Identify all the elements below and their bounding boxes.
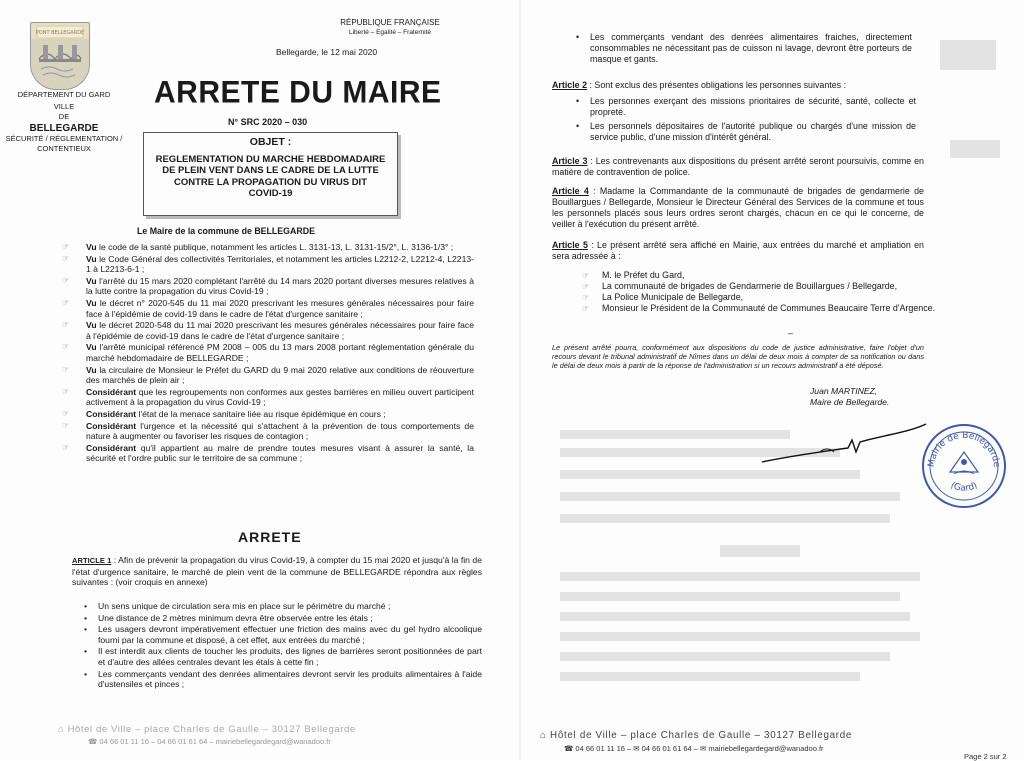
pointing-hand-icon: ☞	[582, 293, 590, 302]
visa-item	[62, 365, 474, 386]
article-text: : Les contrevenants aux dispositions du présent arrêté seront poursuivis, comme en matière de contravention de police.	[552, 156, 924, 177]
bleed-through-mark	[560, 632, 920, 641]
article-5	[552, 240, 924, 262]
article-4	[552, 186, 924, 230]
pointing-hand-icon: ☞	[62, 420, 70, 430]
bleed-through-mark	[560, 592, 900, 601]
recipient-item	[582, 281, 942, 292]
considerant-text: l'urgence et la nécessité qui s'attachent à la prévention de tous comportements de nature à augmenter ou favoriser les risques de contagion ;	[86, 420, 474, 442]
ville-label: VILLE	[53, 102, 75, 111]
de-label: DE	[58, 112, 70, 121]
bleed-through-mark	[560, 672, 860, 681]
considerant-item	[62, 409, 474, 420]
bleed-through-mark	[940, 40, 996, 70]
recipient-item	[582, 303, 942, 314]
pointing-hand-icon: ☞	[62, 386, 70, 396]
pointing-hand-icon: ☞	[582, 304, 590, 313]
rule-item: • Un sens unique de circulation sera mis en place sur le périmètre du marché ;	[84, 601, 482, 612]
article-text: : Afin de prévenir la propagation du virus Covid-19, à compter du 15 mai 2020 et jusqu'à la fin de l'état d'urgence sanitaire, le marché de plein vent de la commune de BELLEGARDE répondra aux règles suivantes : (voir croquis en annexe)	[72, 555, 482, 588]
objet-line: CONTRE LA PROPAGATION DU VIRUS DIT	[174, 176, 367, 188]
bleed-through-mark	[720, 545, 800, 557]
decree-title: ARRETE DU MAIRE	[154, 74, 442, 110]
considerant-text: que les regroupements non conformes aux gestes barrières en milieu ouvert participent activement à la propagation du virus Covid-19 ;	[86, 386, 474, 408]
exemption-item: • Les personnels dépositaires de l'autorité publique ou chargés d'une mission de service public, d'une mission d'intérêt général.	[576, 121, 916, 143]
bleed-through-mark	[560, 514, 890, 523]
article-text: : Sont exclus des présentes obligations les personnes suivantes :	[587, 80, 847, 90]
handwritten-signature	[760, 418, 930, 478]
commune-name: BELLEGARDE	[29, 123, 99, 134]
pointing-hand-icon: ☞	[62, 275, 70, 285]
building-icon: ⌂	[58, 724, 68, 735]
considerant-item	[62, 387, 474, 408]
service-line-2: CONTENTIEUX	[37, 144, 91, 153]
considerant-text: l'état de la menace sanitaire liée au risque épidémique en cours ;	[136, 408, 386, 419]
pointing-hand-icon: ☞	[62, 253, 70, 263]
pointing-hand-icon: ☞	[62, 408, 70, 418]
article-label: ARTICLE 1	[72, 556, 112, 565]
page-number: Page 2 sur 2	[964, 752, 1007, 761]
visa-lead: Vu	[86, 275, 97, 286]
pointing-hand-icon: ☞	[62, 442, 70, 452]
exemption-item: • Les personnes exerçant des missions prioritaires de sécurité, santé, collecte et propreté.	[576, 96, 916, 118]
bleed-through-mark	[560, 612, 910, 621]
objet-box	[143, 132, 398, 216]
visa-lead: Vu	[86, 342, 97, 353]
seal-text-bottom: (Gard)	[948, 480, 980, 494]
building-icon: ⌂	[540, 730, 551, 741]
footer-address-text: Hôtel de Ville – place Charles de Gaulle – 30127 Bellegarde	[550, 730, 853, 741]
signer-name: Juan MARTINEZ,	[810, 386, 878, 396]
rule-item: • Une distance de 2 mètres minimum devra être observée entre les étals ;	[84, 613, 482, 624]
footer-address	[540, 730, 852, 741]
considerant-item	[62, 443, 474, 464]
pointing-hand-icon: ☞	[62, 342, 70, 352]
considerant-lead: Considérant	[86, 442, 137, 453]
service-line-1: SÉCURITÉ / RÉGLEMENTATION /	[5, 134, 123, 143]
decree-reference: N° SRC 2020 – 030	[228, 117, 308, 127]
footer-contact: ☎ 04 66 01 11 16 – 04 66 01 61 64 – mairiebellegardegard@wanadoo.fr	[88, 737, 331, 746]
visa-lead: Vu	[86, 253, 97, 264]
pointing-hand-icon: ☞	[62, 364, 70, 374]
visa-item	[62, 276, 474, 297]
recipient-text: Monsieur le Président de la Communauté de Communes Beaucaire Terre d'Argence.	[602, 303, 936, 313]
visa-item	[62, 342, 474, 363]
republique-header	[290, 18, 490, 37]
crest-text: PONT BELLEGARDE	[35, 30, 85, 36]
footer-address	[58, 724, 356, 735]
article-text: : Le présent arrêté sera affiché en Mairie, aux entrées du marché et ampliation en sera adressée à :	[552, 240, 924, 261]
bleed-through-mark	[560, 572, 920, 581]
visa-text: l'arrêté du 15 mars 2020 complétant l'arrêté du 14 mars 2020 portant diverses mesures relatives à la lutte contre la propagation du virus Covid-19 ;	[86, 275, 474, 297]
article-1	[72, 555, 482, 588]
visa-item	[62, 320, 474, 341]
rule-item: • Les commerçants vendant des denrées alimentaires fraiches, directement consommables ne nécessitant pas de cuisson ni lavage, devront être porteurs de masque et gants.	[576, 32, 912, 65]
recipient-item	[582, 292, 942, 303]
pointing-hand-icon: ☞	[62, 242, 70, 251]
footer-contact: ☎ 04 66 01 11 16 – ✉ 04 66 01 61 64 – ✉ mairiebellegardegard@wanadoo.fr	[564, 744, 824, 753]
pointing-hand-icon: ☞	[582, 271, 590, 280]
article-1-continued	[576, 32, 912, 68]
visas-list	[62, 242, 474, 465]
visa-text: le décret n° 2020-545 du 11 mai 2020 prescrivant les mesures générales nécessaires pour faire face à l'épidémie de covid-19 dans le cadre de l'état d'urgence sanitaire ;	[86, 297, 474, 319]
separator-dash: –	[788, 328, 794, 338]
objet-line: COVID-19	[248, 188, 293, 199]
article-label: Article 3	[552, 156, 588, 166]
visa-text: l'arrêté municipal référencé PM 2008 – 005 du 13 mars 2008 portant réglementation générale du marché hebdomadaire de BELLEGARDE ;	[86, 342, 474, 363]
visa-item	[62, 298, 474, 319]
visa-text: le code de la santé publique, notamment les articles L. 3131-13, L. 3131-15/2°, L. 3136-1/3° ;	[96, 242, 454, 252]
article-label: Article 4	[552, 186, 589, 196]
article-2	[552, 80, 924, 91]
visa-lead: Vu	[86, 297, 97, 308]
appeal-notice: Le présent arrêté pourra, conformément aux dispositions du code de justice administrative, faire l'objet d'un recours devant le tribunal administratif de Nîmes dans un délai de deux mois à compter de sa notification ou dans le délai de deux mois à partir de la réponse de l'administration si un recours administratif a été déposé.	[552, 343, 924, 371]
decree-date: Bellegarde, le 12 mai 2020	[276, 47, 378, 57]
municipal-crest-icon	[30, 22, 90, 90]
recipient-list	[582, 270, 942, 314]
rule-item: • Il est interdit aux clients de toucher les produits, des lignes de barrières seront positionnées de part et d'autre des allées centrales devant les étals à cette fin ;	[84, 646, 482, 667]
bleed-through-mark	[560, 430, 790, 439]
recipient-text: La Police Municipale de Bellegarde,	[602, 292, 744, 302]
visa-item	[62, 254, 474, 275]
visa-text: la circulaire de Monsieur le Préfet du GARD du 9 mai 2020 relative aux conditions de réouverture des marchés de plein air ;	[86, 364, 474, 386]
considerant-item	[62, 421, 474, 442]
recipient-item	[582, 270, 942, 281]
recipient-text: M. le Préfet du Gard,	[602, 270, 685, 280]
visa-text: le Code Général des collectivités Territoriales, et notamment les articles L2212-2, L2212-4, L2213-1 à L2213-6-1 ;	[86, 253, 474, 275]
bleed-through-mark	[950, 140, 1000, 158]
considerant-text: qu'il appartient au maire de prendre toutes mesures visant à assurer la santé, la sécurité et l'ordre public sur le territoire de sa commune ;	[86, 442, 474, 464]
visa-lead: Vu	[86, 364, 97, 375]
visa-text: le décret 2020-548 du 11 mai 2020 prescrivant les mesures générales nécessaires pour faire face à l'épidémie de covid-19 dans le cadre de l'état d'urgence sanitaire ;	[86, 320, 474, 341]
pointing-hand-icon: ☞	[62, 320, 70, 330]
visa-lead: Vu	[86, 242, 97, 252]
visa-lead: Vu	[86, 320, 97, 331]
municipal-seal	[920, 422, 1008, 510]
bleed-through-mark	[560, 492, 900, 501]
maire-line: Le Maire de la commune de BELLEGARDE	[137, 226, 315, 236]
devise-label: Liberté – Egalité – Fraternité	[348, 28, 432, 36]
page-2	[520, 0, 1024, 760]
recipient-text: La communauté de brigades de Gendarmerie de Bouillargues / Bellegarde,	[602, 281, 898, 291]
pointing-hand-icon: ☞	[582, 282, 590, 291]
article-label: Article 2	[552, 80, 588, 90]
considerant-lead: Considérant	[86, 420, 137, 431]
objet-label: OBJET :	[249, 136, 292, 148]
visa-item	[62, 242, 474, 253]
objet-line: REGLEMENTATION DU MARCHE HEBDOMADAIRE	[155, 153, 386, 165]
footer-address-text: Hôtel de Ville – place Charles de Gaulle – 30127 Bellegarde	[67, 724, 356, 735]
article-1-bullets	[84, 601, 482, 691]
rule-item: • Les commerçants vendant des denrées alimentaires devront servir les produits alimentaires à l'aide d'ustensiles et pinces ;	[84, 669, 482, 690]
article-label: Article 5	[552, 240, 588, 250]
pointing-hand-icon: ☞	[62, 297, 70, 307]
arrete-heading: ARRETE	[238, 529, 302, 545]
article-2-bullets	[576, 96, 916, 146]
objet-line: DE PLEIN VENT DANS LE CADRE DE LA LUTTE	[162, 165, 379, 176]
department-name: DÉPARTEMENT DU GARD	[17, 90, 111, 99]
considerant-lead: Considérant	[86, 386, 137, 397]
signer-role: Maire de Bellegarde.	[810, 397, 890, 407]
department-block	[4, 90, 124, 154]
bleed-through-mark	[560, 652, 890, 661]
article-3	[552, 156, 924, 178]
seal-text-top: Mairie de Bellegarde	[926, 430, 1002, 468]
republique-label: RÉPUBLIQUE FRANÇAISE	[340, 18, 440, 27]
article-text: : Madame la Commandante de la communauté de brigades de gendarmerie de Bouillargues / Bellegarde, Monsieur le Directeur Général des Services de la commune et tous les personnels placés sous leurs ordres seront chargés, chacun en ce qui le concerne, de veiller à l'exécution du présent arrêté.	[552, 186, 924, 229]
considerant-lead: Considérant	[86, 408, 137, 419]
signer-block	[810, 386, 889, 408]
rule-item: • Les usagers devront impérativement effectuer une friction des mains avec du gel hydro alcoolique fourni par la commune et disposé, à cet effet, aux entrées du marché ;	[84, 624, 482, 645]
